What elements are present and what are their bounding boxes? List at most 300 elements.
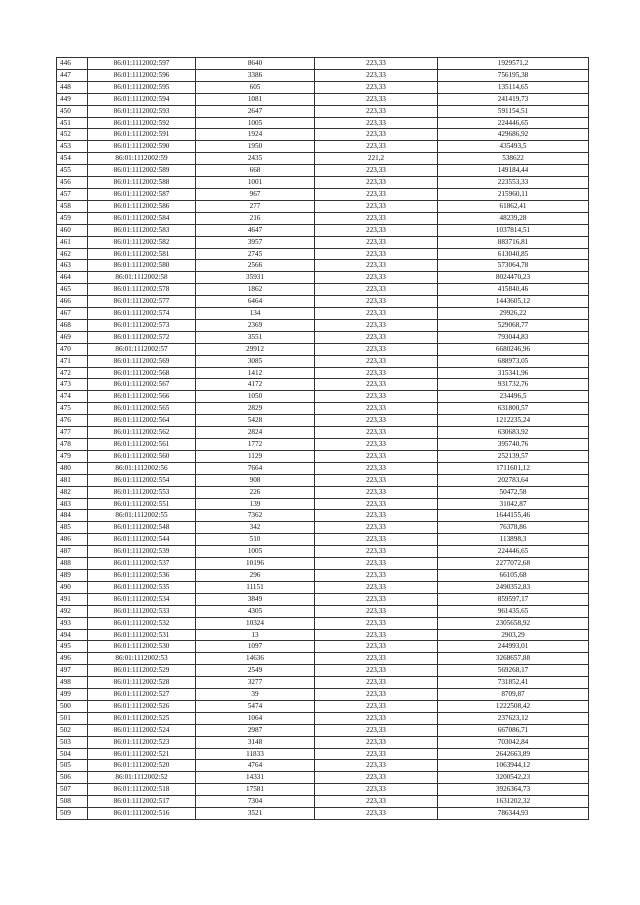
row-number-cell: 501: [57, 712, 88, 724]
area-value-cell: 1772: [196, 439, 315, 451]
area-value-cell: 4172: [196, 379, 315, 391]
table-row: [57, 617, 589, 629]
table-row: [57, 558, 589, 570]
row-number-cell: 509: [57, 808, 88, 820]
cadastral-value-cell: 931732,76: [438, 379, 589, 391]
table-row: [57, 474, 589, 486]
table-row: [57, 724, 589, 736]
specific-value-cell: 223,33: [315, 236, 438, 248]
cadastral-value-cell: 2277072,68: [438, 558, 589, 570]
cadastral-value-cell: 793044,83: [438, 331, 589, 343]
specific-value-cell: 221,2: [315, 153, 438, 165]
cadastral-number-cell: 86:01:1112002:516: [88, 808, 196, 820]
area-value-cell: 3957: [196, 236, 315, 248]
table-row: [57, 581, 589, 593]
cadastral-value-cell: 538622: [438, 153, 589, 165]
table-row: [57, 808, 589, 820]
specific-value-cell: 223,33: [315, 284, 438, 296]
table-row: [57, 58, 589, 70]
cadastral-number-cell: 86:01:1112002:534: [88, 593, 196, 605]
cadastral-value-cell: 31042,87: [438, 498, 589, 510]
cadastral-value-cell: 252139,57: [438, 450, 589, 462]
table-row: [57, 772, 589, 784]
specific-value-cell: 223,33: [315, 212, 438, 224]
cadastral-number-cell: 86:01:1112002:58: [88, 272, 196, 284]
cadastral-value-cell: 202783,64: [438, 474, 589, 486]
area-value-cell: 7304: [196, 796, 315, 808]
cadastral-value-cell: 149184,44: [438, 165, 589, 177]
table-row: [57, 439, 589, 451]
area-value-cell: 510: [196, 534, 315, 546]
area-value-cell: 3386: [196, 69, 315, 81]
cadastral-number-cell: 86:01:1112002:55: [88, 510, 196, 522]
cadastral-value-cell: 569268,17: [438, 665, 589, 677]
cadastral-value-cell: 1222508,42: [438, 700, 589, 712]
row-number-cell: 491: [57, 593, 88, 605]
table-row: [57, 784, 589, 796]
cadastral-value-cell: 29926,22: [438, 308, 589, 320]
row-number-cell: 484: [57, 510, 88, 522]
specific-value-cell: 223,33: [315, 391, 438, 403]
cadastral-value-cell: 1644155,46: [438, 510, 589, 522]
specific-value-cell: 223,33: [315, 272, 438, 284]
cadastral-number-cell: 86:01:1112002:518: [88, 784, 196, 796]
cadastral-value-cell: 2642663,89: [438, 748, 589, 760]
specific-value-cell: 223,33: [315, 224, 438, 236]
area-value-cell: 1001: [196, 177, 315, 189]
table-row: [57, 653, 589, 665]
cadastral-value-cell: 756195,38: [438, 69, 589, 81]
cadastral-value-cell: 215960,11: [438, 188, 589, 200]
area-value-cell: 139: [196, 498, 315, 510]
specific-value-cell: 223,33: [315, 641, 438, 653]
cadastral-number-cell: 86:01:1112002:594: [88, 93, 196, 105]
cadastral-number-cell: 86:01:1112002:567: [88, 379, 196, 391]
cadastral-value-cell: 1212235,24: [438, 415, 589, 427]
cadastral-value-table: [56, 57, 589, 820]
cadastral-value-cell: 8709,87: [438, 689, 589, 701]
cadastral-value-cell: 883716,81: [438, 236, 589, 248]
area-value-cell: 7664: [196, 462, 315, 474]
cadastral-number-cell: 86:01:1112002:568: [88, 367, 196, 379]
cadastral-number-cell: 86:01:1112002:595: [88, 81, 196, 93]
row-number-cell: 446: [57, 58, 88, 70]
cadastral-number-cell: 86:01:1112002:535: [88, 581, 196, 593]
cadastral-number-cell: 86:01:1112002:591: [88, 129, 196, 141]
cadastral-number-cell: 86:01:1112002:536: [88, 569, 196, 581]
table-row: [57, 700, 589, 712]
row-number-cell: 475: [57, 403, 88, 415]
area-value-cell: 14331: [196, 772, 315, 784]
cadastral-value-cell: 135114,65: [438, 81, 589, 93]
specific-value-cell: 223,33: [315, 248, 438, 260]
cadastral-number-cell: 86:01:1112002:596: [88, 69, 196, 81]
cadastral-number-cell: 86:01:1112002:531: [88, 629, 196, 641]
cadastral-number-cell: 86:01:1112002:562: [88, 427, 196, 439]
cadastral-value-cell: 224446,65: [438, 546, 589, 558]
cadastral-number-cell: 86:01:1112002:564: [88, 415, 196, 427]
specific-value-cell: 223,33: [315, 415, 438, 427]
row-number-cell: 483: [57, 498, 88, 510]
row-number-cell: 497: [57, 665, 88, 677]
specific-value-cell: 223,33: [315, 593, 438, 605]
specific-value-cell: 223,33: [315, 689, 438, 701]
cadastral-value-cell: 529068,77: [438, 319, 589, 331]
cadastral-number-cell: 86:01:1112002:523: [88, 736, 196, 748]
cadastral-value-cell: 66105,68: [438, 569, 589, 581]
table-row: [57, 165, 589, 177]
row-number-cell: 453: [57, 141, 88, 153]
specific-value-cell: 223,33: [315, 665, 438, 677]
cadastral-number-cell: 86:01:1112002:592: [88, 117, 196, 129]
table-row: [57, 486, 589, 498]
row-number-cell: 494: [57, 629, 88, 641]
table-row: [57, 141, 589, 153]
row-number-cell: 457: [57, 188, 88, 200]
specific-value-cell: 223,33: [315, 629, 438, 641]
cadastral-number-cell: 86:01:1112002:569: [88, 355, 196, 367]
row-number-cell: 489: [57, 569, 88, 581]
area-value-cell: 39: [196, 689, 315, 701]
row-number-cell: 486: [57, 534, 88, 546]
row-number-cell: 504: [57, 748, 88, 760]
row-number-cell: 451: [57, 117, 88, 129]
row-number-cell: 472: [57, 367, 88, 379]
row-number-cell: 454: [57, 153, 88, 165]
cadastral-value-cell: 415840,46: [438, 284, 589, 296]
area-value-cell: 3521: [196, 808, 315, 820]
table-row: [57, 641, 589, 653]
specific-value-cell: 223,33: [315, 331, 438, 343]
specific-value-cell: 223,33: [315, 403, 438, 415]
area-value-cell: 3085: [196, 355, 315, 367]
cadastral-number-cell: 86:01:1112002:528: [88, 677, 196, 689]
area-value-cell: 2745: [196, 248, 315, 260]
specific-value-cell: 223,33: [315, 748, 438, 760]
table-row: [57, 689, 589, 701]
table-row: [57, 200, 589, 212]
row-number-cell: 492: [57, 605, 88, 617]
area-value-cell: 1005: [196, 546, 315, 558]
table-row: [57, 510, 589, 522]
table-row: [57, 248, 589, 260]
table-row: [57, 319, 589, 331]
table-row: [57, 69, 589, 81]
cadastral-value-cell: 1929571,2: [438, 58, 589, 70]
row-number-cell: 503: [57, 736, 88, 748]
table-row: [57, 665, 589, 677]
specific-value-cell: 223,33: [315, 772, 438, 784]
table-row: [57, 117, 589, 129]
cadastral-value-cell: 237623,12: [438, 712, 589, 724]
area-value-cell: 1097: [196, 641, 315, 653]
row-number-cell: 506: [57, 772, 88, 784]
row-number-cell: 455: [57, 165, 88, 177]
area-value-cell: 1129: [196, 450, 315, 462]
row-number-cell: 458: [57, 200, 88, 212]
cadastral-value-cell: 1443605,12: [438, 296, 589, 308]
specific-value-cell: 223,33: [315, 558, 438, 570]
cadastral-value-cell: 429686,92: [438, 129, 589, 141]
cadastral-value-cell: 8024470,23: [438, 272, 589, 284]
specific-value-cell: 223,33: [315, 700, 438, 712]
table-row: [57, 403, 589, 415]
table-body: [57, 58, 589, 820]
row-number-cell: 508: [57, 796, 88, 808]
cadastral-number-cell: 86:01:1112002:574: [88, 308, 196, 320]
cadastral-value-cell: 223553,33: [438, 177, 589, 189]
area-value-cell: 14636: [196, 653, 315, 665]
table-row: [57, 677, 589, 689]
specific-value-cell: 223,33: [315, 165, 438, 177]
row-number-cell: 450: [57, 105, 88, 117]
cadastral-number-cell: 86:01:1112002:560: [88, 450, 196, 462]
area-value-cell: 134: [196, 308, 315, 320]
row-number-cell: 465: [57, 284, 88, 296]
specific-value-cell: 223,33: [315, 427, 438, 439]
cadastral-value-cell: 2903,29: [438, 629, 589, 641]
cadastral-value-cell: 241419,73: [438, 93, 589, 105]
table-row: [57, 93, 589, 105]
specific-value-cell: 223,33: [315, 58, 438, 70]
cadastral-number-cell: 86:01:1112002:597: [88, 58, 196, 70]
row-number-cell: 485: [57, 522, 88, 534]
row-number-cell: 481: [57, 474, 88, 486]
cadastral-value-cell: 667086,71: [438, 724, 589, 736]
table-row: [57, 188, 589, 200]
table-row: [57, 331, 589, 343]
table-row: [57, 81, 589, 93]
area-value-cell: 8640: [196, 58, 315, 70]
cadastral-number-cell: 86:01:1112002:584: [88, 212, 196, 224]
cadastral-value-cell: 234496,5: [438, 391, 589, 403]
table-row: [57, 379, 589, 391]
row-number-cell: 452: [57, 129, 88, 141]
area-value-cell: 2829: [196, 403, 315, 415]
table-row: [57, 415, 589, 427]
cadastral-number-cell: 86:01:1112002:548: [88, 522, 196, 534]
cadastral-value-cell: 859597,17: [438, 593, 589, 605]
row-number-cell: 502: [57, 724, 88, 736]
cadastral-number-cell: 86:01:1112002:583: [88, 224, 196, 236]
specific-value-cell: 223,33: [315, 296, 438, 308]
row-number-cell: 476: [57, 415, 88, 427]
specific-value-cell: 223,33: [315, 129, 438, 141]
cadastral-number-cell: 86:01:1112002:588: [88, 177, 196, 189]
specific-value-cell: 223,33: [315, 712, 438, 724]
cadastral-value-cell: 961435,65: [438, 605, 589, 617]
row-number-cell: 467: [57, 308, 88, 320]
cadastral-number-cell: 86:01:1112002:527: [88, 689, 196, 701]
row-number-cell: 473: [57, 379, 88, 391]
row-number-cell: 474: [57, 391, 88, 403]
specific-value-cell: 223,33: [315, 486, 438, 498]
row-number-cell: 478: [57, 439, 88, 451]
area-value-cell: 226: [196, 486, 315, 498]
cadastral-value-cell: 3200542,23: [438, 772, 589, 784]
table-row: [57, 224, 589, 236]
specific-value-cell: 223,33: [315, 736, 438, 748]
area-value-cell: 13: [196, 629, 315, 641]
row-number-cell: 507: [57, 784, 88, 796]
cadastral-number-cell: 86:01:1112002:517: [88, 796, 196, 808]
cadastral-value-cell: 48239,28: [438, 212, 589, 224]
area-value-cell: 3277: [196, 677, 315, 689]
area-value-cell: 3148: [196, 736, 315, 748]
cadastral-number-cell: 86:01:1112002:529: [88, 665, 196, 677]
row-number-cell: 477: [57, 427, 88, 439]
row-number-cell: 490: [57, 581, 88, 593]
specific-value-cell: 223,33: [315, 462, 438, 474]
cadastral-value-cell: 61862,41: [438, 200, 589, 212]
specific-value-cell: 223,33: [315, 200, 438, 212]
area-value-cell: 967: [196, 188, 315, 200]
specific-value-cell: 223,33: [315, 724, 438, 736]
cadastral-number-cell: 86:01:1112002:578: [88, 284, 196, 296]
area-value-cell: 35931: [196, 272, 315, 284]
table-row: [57, 260, 589, 272]
row-number-cell: 505: [57, 760, 88, 772]
cadastral-value-cell: 435493,5: [438, 141, 589, 153]
cadastral-value-cell: 76378,86: [438, 522, 589, 534]
area-value-cell: 3849: [196, 593, 315, 605]
cadastral-number-cell: 86:01:1112002:593: [88, 105, 196, 117]
area-value-cell: 2824: [196, 427, 315, 439]
cadastral-number-cell: 86:01:1112002:59: [88, 153, 196, 165]
cadastral-value-cell: 2305658,92: [438, 617, 589, 629]
specific-value-cell: 223,33: [315, 581, 438, 593]
row-number-cell: 495: [57, 641, 88, 653]
area-value-cell: 605: [196, 81, 315, 93]
table-row: [57, 308, 589, 320]
specific-value-cell: 223,33: [315, 343, 438, 355]
specific-value-cell: 223,33: [315, 319, 438, 331]
cadastral-value-cell: 3926364,73: [438, 784, 589, 796]
specific-value-cell: 223,33: [315, 260, 438, 272]
cadastral-number-cell: 86:01:1112002:537: [88, 558, 196, 570]
table-row: [57, 736, 589, 748]
row-number-cell: 470: [57, 343, 88, 355]
table-row: [57, 760, 589, 772]
area-value-cell: 5428: [196, 415, 315, 427]
table-row: [57, 355, 589, 367]
cadastral-number-cell: 86:01:1112002:580: [88, 260, 196, 272]
area-value-cell: 6464: [196, 296, 315, 308]
area-value-cell: 216: [196, 212, 315, 224]
area-value-cell: 2369: [196, 319, 315, 331]
cadastral-number-cell: 86:01:1112002:581: [88, 248, 196, 260]
cadastral-value-cell: 1037814,51: [438, 224, 589, 236]
area-value-cell: 668: [196, 165, 315, 177]
cadastral-number-cell: 86:01:1112002:533: [88, 605, 196, 617]
cadastral-value-cell: 731852,41: [438, 677, 589, 689]
area-value-cell: 1950: [196, 141, 315, 153]
table-row: [57, 522, 589, 534]
row-number-cell: 447: [57, 69, 88, 81]
cadastral-value-cell: 6680246,96: [438, 343, 589, 355]
table-row: [57, 105, 589, 117]
table-row: [57, 367, 589, 379]
area-value-cell: 277: [196, 200, 315, 212]
row-number-cell: 456: [57, 177, 88, 189]
cadastral-number-cell: 86:01:1112002:525: [88, 712, 196, 724]
row-number-cell: 479: [57, 450, 88, 462]
area-value-cell: 7362: [196, 510, 315, 522]
cadastral-value-cell: 613040,85: [438, 248, 589, 260]
area-value-cell: 1081: [196, 93, 315, 105]
row-number-cell: 493: [57, 617, 88, 629]
table-row: [57, 629, 589, 641]
table-row: [57, 236, 589, 248]
row-number-cell: 488: [57, 558, 88, 570]
specific-value-cell: 223,33: [315, 379, 438, 391]
specific-value-cell: 223,33: [315, 510, 438, 522]
area-value-cell: 2566: [196, 260, 315, 272]
specific-value-cell: 223,33: [315, 796, 438, 808]
area-value-cell: 4764: [196, 760, 315, 772]
table-row: [57, 296, 589, 308]
cadastral-number-cell: 86:01:1112002:565: [88, 403, 196, 415]
table-row: [57, 153, 589, 165]
table-row: [57, 343, 589, 355]
cadastral-value-cell: 1631202,32: [438, 796, 589, 808]
specific-value-cell: 223,33: [315, 367, 438, 379]
row-number-cell: 461: [57, 236, 88, 248]
row-number-cell: 498: [57, 677, 88, 689]
area-value-cell: 11833: [196, 748, 315, 760]
specific-value-cell: 223,33: [315, 522, 438, 534]
cadastral-number-cell: 86:01:1112002:539: [88, 546, 196, 558]
table-row: [57, 450, 589, 462]
area-value-cell: 1064: [196, 712, 315, 724]
cadastral-value-cell: 786344,93: [438, 808, 589, 820]
specific-value-cell: 223,33: [315, 141, 438, 153]
cadastral-number-cell: 86:01:1112002:553: [88, 486, 196, 498]
table-row: [57, 462, 589, 474]
row-number-cell: 463: [57, 260, 88, 272]
row-number-cell: 459: [57, 212, 88, 224]
row-number-cell: 462: [57, 248, 88, 260]
area-value-cell: 2435: [196, 153, 315, 165]
area-value-cell: 2987: [196, 724, 315, 736]
specific-value-cell: 223,33: [315, 177, 438, 189]
cadastral-number-cell: 86:01:1112002:589: [88, 165, 196, 177]
table-row: [57, 272, 589, 284]
cadastral-value-cell: 631800,57: [438, 403, 589, 415]
area-value-cell: 29912: [196, 343, 315, 355]
cadastral-value-cell: 630683,92: [438, 427, 589, 439]
table-row: [57, 212, 589, 224]
cadastral-value-cell: 2490352,83: [438, 581, 589, 593]
area-value-cell: 296: [196, 569, 315, 581]
cadastral-value-cell: 591154,51: [438, 105, 589, 117]
specific-value-cell: 223,33: [315, 474, 438, 486]
table-row: [57, 284, 589, 296]
specific-value-cell: 223,33: [315, 355, 438, 367]
row-number-cell: 496: [57, 653, 88, 665]
table-row: [57, 796, 589, 808]
cadastral-value-cell: 113898,3: [438, 534, 589, 546]
row-number-cell: 468: [57, 319, 88, 331]
row-number-cell: 499: [57, 689, 88, 701]
specific-value-cell: 223,33: [315, 605, 438, 617]
specific-value-cell: 223,33: [315, 105, 438, 117]
cadastral-number-cell: 86:01:1112002:521: [88, 748, 196, 760]
row-number-cell: 464: [57, 272, 88, 284]
cadastral-value-cell: 573064,78: [438, 260, 589, 272]
cadastral-number-cell: 86:01:1112002:587: [88, 188, 196, 200]
table-row: [57, 129, 589, 141]
